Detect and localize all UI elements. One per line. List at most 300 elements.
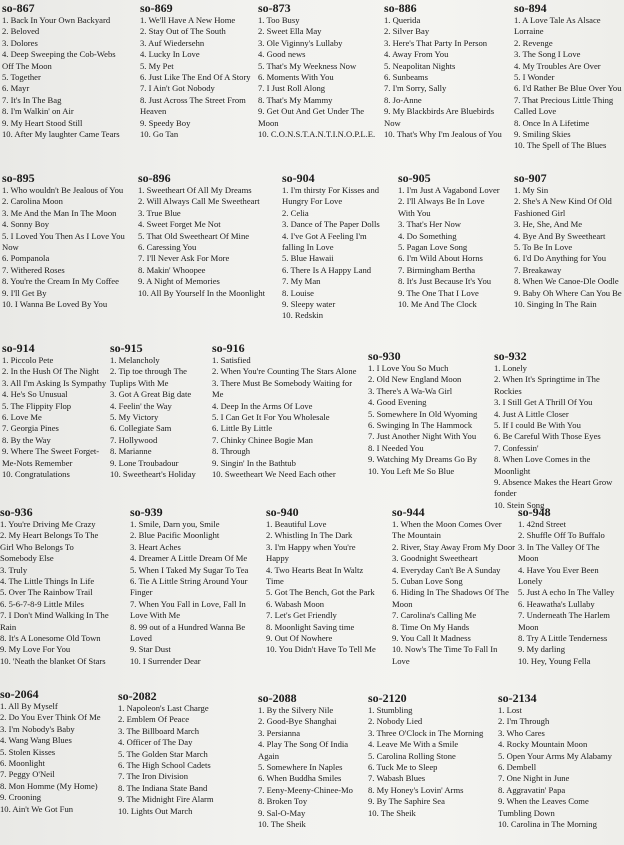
catalog-block	[140, 2, 262, 140]
song-title: 9. My darling	[518, 644, 566, 655]
song-title: 3. Here's That Party In Person	[384, 37, 488, 48]
song-title: 1. All By Myself	[0, 701, 58, 711]
song-title: 8. When Love Comes in the Moonlight	[494, 454, 591, 476]
song-title: 3. He, She, And Me	[514, 219, 583, 230]
song-title: 3. Me And the Man In The Moon	[2, 207, 117, 218]
song-title: 4. Dreamer A Little Dream Of Me	[130, 553, 248, 564]
catalog-block	[398, 172, 500, 310]
song-title: 8. Once In A Lifetime	[514, 117, 590, 128]
song-title: 1. You're Driving Me Crazy	[0, 519, 96, 529]
song-title: 3. Got A Great Big date	[110, 389, 192, 400]
song-title: 1. Back In Your Own Backyard	[2, 15, 111, 25]
song-title: 4. Two Hearts Beat In Waltz Time	[266, 564, 364, 587]
song-title: 4. Rocky Mountain Moon	[498, 739, 588, 750]
catalog-number: so-894	[514, 1, 547, 15]
catalog-block	[514, 172, 622, 310]
song-title: 10. Carolina in The Morning	[498, 819, 597, 830]
song-title: 7. Chinky Chinee Bogie Man	[212, 434, 313, 445]
song-title: 4. Sonny Boy	[2, 219, 50, 230]
song-title: 4. Leave Me With a Smile	[368, 739, 459, 750]
song-title: 10. You Left Me So Blue	[368, 465, 455, 476]
song-title: 8. When We Canoe-Dle Oodle	[514, 276, 619, 287]
song-title: 7. It's In The Bag	[2, 94, 62, 105]
catalog-block	[494, 350, 622, 511]
song-title: 3. I'm Nobody's Baby	[0, 723, 75, 734]
catalog-block	[384, 2, 506, 140]
song-title: 2. Blue Pacific Moonlight	[130, 530, 220, 541]
song-title: 5. My Pet	[140, 60, 174, 71]
song-title: 9. Sal-O-May	[258, 807, 306, 818]
song-title: 7. The Iron Division	[118, 771, 189, 782]
song-title: 3. Goodnight Sweetheart	[392, 553, 478, 564]
song-title: 2. Old New England Moon	[368, 374, 462, 385]
catalog-number: so-905	[398, 171, 431, 185]
song-list	[258, 15, 380, 140]
catalog-number: so-948	[518, 505, 551, 519]
song-title: 6. Caressing You	[138, 242, 197, 253]
song-title: 4. Everyday Can't Be A Sunday	[392, 564, 501, 575]
song-title: 6. I'd Do Anything for You	[514, 253, 607, 264]
song-title: 2. Nobody Lied	[368, 716, 423, 727]
song-title: 5. Got The Bench, Got the Park	[266, 587, 375, 598]
song-title: 2. Sweet Ella May	[258, 26, 322, 37]
catalog-number: so-944	[392, 505, 425, 519]
song-title: 5. Blue Hawaii	[282, 253, 334, 264]
song-title: 5. Carolina Rolling Stone	[368, 750, 456, 761]
song-title: 4. Officer of The Day	[118, 737, 193, 748]
song-title: 8. Marianne	[110, 446, 152, 457]
song-title: 9. Star Dust	[130, 644, 171, 655]
catalog-block	[2, 172, 134, 310]
song-title: 5. Cuban Love Song	[392, 576, 463, 587]
song-title: 1. We'll Have A New Home	[140, 15, 236, 25]
song-title: 2. When You're Counting The Stars Alone	[212, 366, 357, 377]
song-title: 5. I Wonder	[514, 72, 555, 83]
song-title: 9. My Love For You	[0, 644, 71, 655]
song-title: 10. The Sheik	[258, 819, 306, 830]
song-title: 6. When Buddha Smiles	[258, 773, 342, 784]
song-title: 7. One Night in June	[498, 773, 570, 784]
song-title: 3. Dance of The Paper Dolls	[282, 219, 380, 230]
song-title: 7. Underneath The Harlem Moon	[518, 610, 610, 632]
song-title: 4. Away From You	[384, 49, 449, 60]
song-title: 6. Moonlight	[0, 758, 45, 769]
catalog-block	[212, 342, 362, 480]
song-title: 2. Celia	[282, 207, 309, 218]
song-list	[498, 705, 622, 830]
catalog-number: so-916	[212, 341, 245, 355]
catalog-number: so-939	[130, 505, 163, 519]
song-title: 10. Me And The Clock	[398, 299, 477, 310]
song-title: 5. When I Taked My Sugar To Tea	[130, 564, 249, 575]
song-title: 2. Emblem Of Peace	[118, 714, 190, 725]
song-list	[368, 705, 484, 819]
song-list	[212, 355, 362, 480]
song-title: 10. Hey, Young Fella	[518, 655, 591, 666]
song-title: 7. My Man	[282, 276, 321, 287]
song-title: 1. Sweetheart Of All My Dreams	[138, 185, 252, 195]
song-title: 4. Wang Wang Blues	[0, 735, 72, 746]
song-title: 9. A Night of Memories	[138, 276, 220, 287]
song-title: 10. Redskin	[282, 310, 324, 321]
song-title: 2. I'll Always Be In Love With You	[398, 196, 485, 218]
song-title: 10. After My laughter Came Tears	[2, 129, 120, 140]
song-title: 2. Whistling In The Dark	[266, 530, 353, 541]
song-title: 7. Georgia Pines	[2, 423, 59, 434]
catalog-block	[518, 506, 622, 667]
catalog-block	[258, 692, 364, 830]
song-title: 5. Somewhere In Naples	[258, 762, 343, 773]
catalog-block	[514, 2, 622, 152]
song-title: 8. It's Just Because It's You	[398, 276, 492, 287]
song-title: 3. There's A Wa-Wa Girl	[368, 385, 453, 396]
song-title: 1. Querida	[384, 15, 421, 25]
song-title: 8. Through	[212, 446, 251, 457]
song-title: 5. I Loved You Then As I Love You Now	[2, 230, 125, 253]
catalog-number: so-930	[368, 349, 401, 363]
song-title: 8. I'm Walkin' on Air	[2, 106, 74, 117]
song-title: 4. Deep In the Arms Of Love	[212, 400, 313, 411]
song-title: 8. I Needed You	[368, 442, 424, 453]
catalog-number: so-2082	[118, 689, 157, 703]
song-list	[282, 185, 386, 322]
song-title: 9. Absence Makes the Heart Grow fonder	[494, 477, 613, 499]
song-title: 6. 5-6-7-8-9 Little Miles	[0, 598, 85, 609]
song-list	[266, 519, 376, 656]
song-title: 3. Three O'Clock in The Morning	[368, 727, 484, 738]
song-title: 7. Carolina's Calling Me	[392, 610, 477, 621]
catalog-block	[0, 688, 112, 815]
song-title: 7. When You Fall in Love, Fall In Love With Me	[130, 598, 246, 621]
catalog-number: so-2134	[498, 691, 537, 705]
song-title: 4. He's So Unusual	[2, 389, 68, 400]
song-title: 8. Louise	[282, 287, 314, 298]
song-title: 10. Sweetheart's Holiday	[110, 469, 196, 480]
song-title: 5. Neapolitan Nights	[384, 60, 456, 71]
song-title: 10. All By Yourself In the Moonlight	[138, 287, 266, 298]
catalog-number: so-873	[258, 1, 291, 15]
catalog-number: so-895	[2, 171, 35, 185]
song-title: 7. I Ain't Got Nobody	[140, 83, 215, 94]
song-list	[392, 519, 516, 667]
song-title: 4. My Troubles Are Over	[514, 60, 601, 71]
song-title: 1. Lonely	[494, 363, 527, 373]
song-title: 2. In the Hush Of The Night	[2, 366, 99, 377]
song-title: 8. 99 out of a Hundred Wanna Be Loved	[130, 621, 246, 644]
song-title: 9. My Heart Stood Still	[2, 117, 83, 128]
song-title: 8. It's A Lonesome Old Town	[0, 633, 101, 644]
song-title: 8. Makin' Whoopee	[138, 264, 206, 275]
song-title: 7. Eeny-Meeny-Chinee-Mo	[258, 784, 353, 795]
song-title: 4. Good Evening	[368, 397, 427, 408]
song-title: 6. Mayr	[2, 83, 30, 94]
song-title: 2. Good-Bye Shanghai	[258, 716, 337, 727]
song-title: 5. My Victory	[110, 412, 159, 423]
song-title: 9. Smiling Skies	[514, 129, 571, 140]
song-title: 9. Where The Sweet Forget-Me-Nots Remember	[2, 446, 100, 468]
catalog-block	[392, 506, 516, 667]
song-title: 1. My Sin	[514, 185, 549, 195]
song-title: 5. That Old Sweetheart Of Mine	[138, 230, 250, 241]
song-title: 8. My Honey's Lovin' Arms	[368, 784, 464, 795]
song-title: 2. I'm Through	[498, 716, 550, 727]
song-title: 7. Hollywood	[110, 434, 158, 445]
song-title: 8. Moonlight Saving time	[266, 621, 355, 632]
song-title: 6. Swinging In The Hammock	[368, 420, 473, 431]
song-list	[514, 15, 622, 152]
song-title: 9. By The Saphire Sea	[368, 796, 445, 807]
song-title: 1. Satisfied	[212, 355, 251, 365]
song-title: 3. Who Cares	[498, 727, 545, 738]
song-title: 9. Get Out And Get Under The Moon	[258, 106, 365, 128]
song-title: 7. Peggy O'Neil	[0, 769, 55, 780]
song-title: 5. Pagan Love Song	[398, 242, 468, 253]
song-title: 6. Just Like The End Of A Story	[140, 72, 251, 83]
song-title: 1. Napoleon's Last Charge	[118, 703, 209, 713]
song-title: 7. Wabash Blues	[368, 773, 426, 784]
song-title: 6. Hiding In The Shadows Of The Moon	[392, 587, 509, 609]
song-title: 8. That's My Mammy	[258, 94, 333, 105]
song-title: 6. Sunbeams	[384, 72, 428, 83]
song-title: 9. Singin' In the Bathtub	[212, 457, 296, 468]
song-title: 3. That's Her Now	[398, 219, 461, 230]
catalog-number: so-914	[2, 341, 35, 355]
song-title: 8. The Indiana State Band	[118, 782, 208, 793]
song-title: 3. All I'm Asking Is Sympathy	[2, 377, 107, 388]
song-title: 8. Aggravatin' Papa	[498, 784, 566, 795]
song-title: 10. Sweetheart We Need Each other	[212, 469, 336, 480]
song-title: 4. Deep Sweeping the Cob-Webs Off The Moon	[2, 49, 116, 71]
catalog-block	[118, 690, 250, 817]
song-title: 3. True Blue	[138, 207, 181, 218]
song-title: 2. Carolina Moon	[2, 196, 63, 207]
catalog-block	[110, 342, 206, 480]
song-title: 1. I'm thirsty For Kisses and Hungry For Love	[282, 185, 380, 207]
song-title: 8. You're the Cream In My Coffee	[2, 276, 119, 287]
song-list	[0, 701, 112, 815]
song-title: 9. You Call It Madness	[392, 633, 471, 644]
catalog-block	[2, 342, 110, 480]
song-title: 7. I'm Sorry, Sally	[384, 83, 447, 94]
song-title: 2. Do You Ever Think Of Me	[0, 712, 101, 723]
song-title: 10. Stein Song	[494, 499, 545, 510]
song-title: 9. The One That I Love	[398, 287, 479, 298]
catalog-number: so-936	[0, 505, 33, 519]
song-title: 1. I Love You So Much	[368, 363, 449, 373]
song-title: 2. Stay Out of The South	[140, 26, 226, 37]
song-title: 7. That Precious Little Thing Called Love	[514, 94, 614, 117]
song-title: 9. Speedy Boy	[140, 117, 191, 128]
song-title: 10. That's Why I'm Jealous of You	[384, 129, 502, 140]
catalog-number: so-915	[110, 341, 143, 355]
catalog-number: so-896	[138, 171, 171, 185]
catalog-block	[2, 2, 120, 140]
catalog-number: so-867	[2, 1, 35, 15]
song-title: 3. Ole Viginny's Lullaby	[258, 37, 343, 48]
song-title: 2. Shuffle Off To Buffalo	[518, 530, 605, 541]
song-title: 1. A Love Tale As Alsace Lorraine	[514, 15, 601, 37]
song-title: 6. I'm Wild About Horns	[398, 253, 483, 264]
song-list	[398, 185, 500, 310]
song-title: 8. Try A Little Tenderness	[518, 633, 608, 644]
song-title: 8. Time On My Hands	[392, 621, 470, 632]
song-title: 10. Go Tan	[140, 129, 179, 140]
song-title: 5. To Be In Love	[514, 242, 573, 253]
song-title: 10. Lights Out March	[118, 805, 193, 816]
song-list	[258, 705, 364, 830]
song-title: 1. Melancholy	[110, 355, 160, 365]
song-title: 4. The Little Things In Life	[0, 576, 95, 587]
song-list	[140, 15, 262, 140]
catalog-block	[368, 692, 484, 819]
song-title: 6. Tuck Me to Sleep	[368, 762, 438, 773]
song-title: 5. The Flippity Flop	[2, 400, 72, 411]
song-title: 9. Crooning	[0, 792, 42, 803]
song-title: 5. That's My Weekness Now	[258, 60, 357, 71]
song-title: 1. Smile, Darn you, Smile	[130, 519, 220, 529]
song-title: 2. Tip toe through The Tuplips With Me	[110, 366, 187, 388]
song-title: 5. Together	[2, 72, 41, 83]
song-list	[514, 185, 622, 310]
song-title: 8. Just Across The Street From Heaven	[140, 94, 246, 117]
song-list	[138, 185, 278, 299]
catalog-block	[282, 172, 386, 322]
song-title: 6. Wabash Moon	[266, 598, 325, 609]
song-list	[2, 185, 134, 310]
song-title: 10. You Didn't Have To Tell Me	[266, 644, 376, 655]
song-title: 3. I Still Get A Thrill Of You	[494, 397, 593, 408]
catalog-block	[130, 506, 254, 667]
song-list	[0, 519, 112, 667]
song-title: 7. Withered Roses	[2, 264, 65, 275]
song-list	[494, 363, 622, 511]
song-title: 2. Silver Bay	[384, 26, 430, 37]
song-title: 1. Piccolo Pete	[2, 355, 54, 365]
song-title: 10. The Sheik	[368, 807, 416, 818]
song-title: 4. Good news	[258, 49, 306, 60]
song-title: 6. The High School Cadets	[118, 760, 211, 771]
song-title: 7. Confessin'	[494, 442, 539, 453]
song-title: 1. I'm Just A Vagabond Lover	[398, 185, 500, 195]
song-title: 2. Revenge	[514, 37, 553, 48]
song-title: 6. I'd Rather Be Blue Over You	[514, 83, 622, 94]
song-title: 6. Moments With You	[258, 72, 334, 83]
song-title: 7. I Don't Mind Walking In The Rain	[0, 610, 109, 632]
song-title: 2. River, Stay Away From My Door	[392, 541, 515, 552]
song-title: 10. C.O.N.S.T.A.N.T.I.N.O.P.L.E.	[258, 129, 376, 140]
song-title: 3. There Must Be Somebody Waiting for Me	[212, 377, 353, 400]
song-title: 6. Dembell	[498, 762, 537, 773]
song-title: 9. Sleepy water	[282, 299, 336, 310]
song-title: 5. If I could Be With You	[494, 420, 581, 431]
song-title: 10. The Spell of The Blues	[514, 140, 607, 151]
song-title: 3. The Billboard March	[118, 725, 199, 736]
song-title: 9. Baby Oh Where Can You Be	[514, 287, 622, 298]
song-title: 6. Love Me	[2, 412, 42, 423]
song-title: 2. She's A New Kind Of Old Fashioned Girl	[514, 196, 612, 218]
song-title: 8. Broken Toy	[258, 796, 308, 807]
song-title: 5. The Golden Star March	[118, 748, 208, 759]
song-title: 9. Watching My Dreams Go By	[368, 454, 477, 465]
song-title: 7. Birmingham Bertha	[398, 264, 476, 275]
song-title: 1. Lost	[498, 705, 522, 715]
song-title: 10. Ain't We Got Fun	[0, 803, 74, 814]
song-title: 1. Stumbling	[368, 705, 413, 715]
song-title: 6. Little By Little	[212, 423, 273, 434]
song-title: 4. Play The Song Of India Again	[258, 739, 349, 761]
song-title: 10. I Wanna Be Loved By You	[2, 299, 108, 310]
song-title: 6. Heawatha's Lullaby	[518, 598, 595, 609]
song-title: 3. Heart Aches	[130, 541, 181, 552]
song-list	[2, 355, 110, 480]
song-title: 6. Be Careful With Those Eyes	[494, 431, 601, 442]
song-title: 1. 42nd Street	[518, 519, 566, 529]
song-title: 3. I'm Happy when You're Happy	[266, 541, 356, 564]
song-title: 4. Do Something	[398, 230, 457, 241]
song-title: 6. Tie A Little String Around Your Finger	[130, 576, 248, 598]
catalog-block	[258, 2, 380, 140]
song-title: 9. My Blackbirds Are Bluebirds Now	[384, 106, 495, 128]
song-title: 8. Mon Homme (My Home)	[0, 780, 98, 791]
song-title: 3. In The Valley Of The Moon	[518, 541, 600, 564]
catalog-number: so-932	[494, 349, 527, 363]
catalog-number: so-869	[140, 1, 173, 15]
song-title: 9. Lone Troubadour	[110, 457, 179, 468]
catalog-number: so-2088	[258, 691, 297, 705]
catalog-number: so-2120	[368, 691, 407, 705]
song-title: 1. Beautiful Love	[266, 519, 327, 529]
song-title: 8. By the Way	[2, 434, 51, 445]
song-title: 2. When It's Springtime in The Rockies	[494, 374, 600, 396]
song-title: 5. Stolen Kisses	[0, 746, 56, 757]
song-title: 7. I Just Roll Along	[258, 83, 326, 94]
song-list	[110, 355, 206, 480]
song-title: 9. When the Leaves Come Tumbling Down	[498, 796, 589, 818]
song-title: 4. I've Got A Feeling I'm falling In Love	[282, 230, 367, 253]
song-title: 6. Pompanola	[2, 253, 50, 264]
song-title: 7. Breakaway	[514, 264, 562, 275]
catalog-block	[0, 506, 112, 667]
song-title: 10. 'Neath the blanket Of Stars	[0, 655, 106, 666]
song-title: 1. By the Silvery Nile	[258, 705, 334, 715]
catalog-number: so-2064	[0, 687, 39, 701]
song-title: 4. Lucky In Love	[140, 49, 200, 60]
song-title: 7. I'll Never Ask For More	[138, 253, 230, 264]
catalog-number: so-940	[266, 505, 299, 519]
song-title: 10. Congratulations	[2, 469, 70, 480]
song-title: 3. The Song I Love	[514, 49, 581, 60]
song-title: 5. Somewhere In Old Wyoming	[368, 408, 478, 419]
song-list	[368, 363, 486, 477]
song-title: 10. Singing In The Rain	[514, 299, 597, 310]
song-title: 9. I'll Get By	[2, 287, 47, 298]
song-title: 10. Now's The Time To Fall In Love	[392, 644, 498, 666]
song-title: 7. Just Another Night With You	[368, 431, 477, 442]
catalog-block	[368, 350, 486, 477]
song-title: 2. Beloved	[2, 26, 40, 37]
song-list	[2, 15, 120, 140]
catalog-number: so-886	[384, 1, 417, 15]
song-title: 1. When the Moon Comes Over The Mountain	[392, 519, 502, 541]
song-title: 3. Dolores	[2, 37, 38, 48]
song-list	[384, 15, 506, 140]
song-title: 6. Collegiate Sam	[110, 423, 172, 434]
song-title: 4. Have You Ever Been Lonely	[518, 564, 599, 587]
song-title: 10. I Surrender Dear	[130, 655, 201, 666]
song-title: 3. Auf Wiedersehn	[140, 37, 205, 48]
song-title: 3. Truly	[0, 564, 28, 575]
catalog-block	[498, 692, 622, 830]
